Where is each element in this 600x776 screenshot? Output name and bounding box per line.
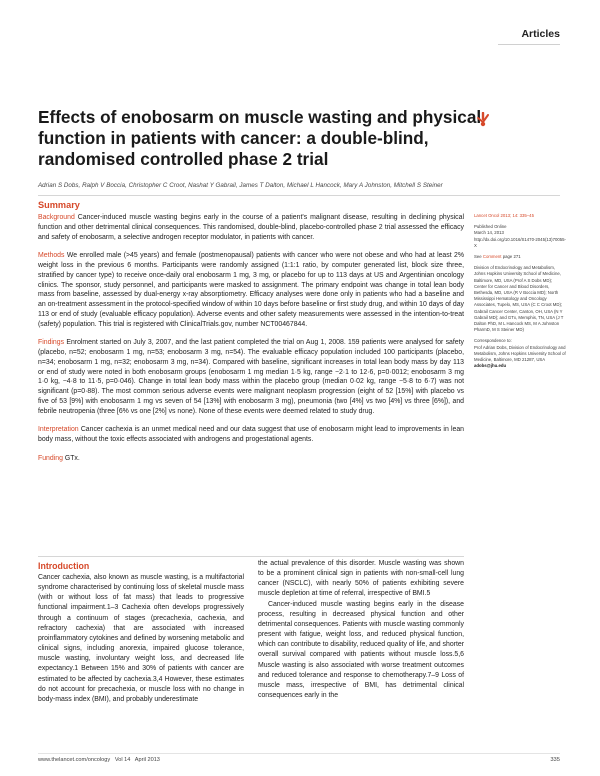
abstract-methods [38,251,464,329]
author-list: Adrian S Dobs, Ralph V Boccia, Christopher C Croot, Nashat Y Gabrail, James T Dalton, Michael L Hancock, Mary A Johnston, Mitchell S Steiner [38,182,443,189]
abstract-text: Enrolment started on July 3, 2007, and the last patient completed the trial on Aug 1, 2008. 159 patients were analysed for safety (placebo, n=52; enobosarm 1 mg, n=53; enobosarm 3 mg, n=54). The evaluable efficacy population included 100 participants (placebo, n=34; enobosarm 1 mg, n=32; enobosarm 3 mg, n=34). Compared with baseline, significant increases in total lean body mass by day 113 or end of study were noted in both enobosarm groups (enobosarm 1 mg median 1·5 kg, range −2·1 to 12·6, p=0·0012; enobosarm 3 mg 1·0 kg, −4·8 to 11·5, p=0·046). Change in total lean body mass within the placebo group (median 0·02 kg, range −5·8 to 6·7) was not significant (p=0·88). The most common serious adverse events were malignant neoplasm progression (eight of 52 [15%] with placebo vs five of 53 [9%] with enobosarm 1 mg vs seven of 54 [13%] with enobosarm 3 mg), pneumonia (two [4%] vs two [4%] vs three [6%]), and febrile neutropenia (three [6% vs one [2%] vs none). None of these events were deemed related to study drug. [38,339,464,415]
introduction-heading: Introduction [38,561,90,571]
comment-link[interactable]: Comment [482,254,502,260]
correspondence-label: Correspondence to: [474,338,512,344]
abstract [38,213,464,473]
citation-block [474,213,566,219]
see-also [474,254,566,260]
doi-link[interactable]: http://dx.doi.org/10.1016/S1470-2045(13)70055-X [474,236,566,248]
publication-info [474,224,566,249]
correspondence-address: Prof Adrian Dobs, Division of Endocrinology and Metabolism, Johns Hopkins University School of Medicine, Baltimore, MD 21287, USA [474,344,566,363]
section-label-funding: Funding [38,454,63,462]
abstract-text: Cancer-induced muscle wasting begins early in the course of a patient's malignant disease, resulting in declining physical function and other detrimental clinical consequences. This randomised, double-blind, placebo-controlled phase 2 trial assessed the efficacy and safety of enobosarm, a selective androgen receptor modulator, in patients with cancer. [38,214,464,241]
body-column-right [258,559,464,701]
citation: Lancet Oncol 2013; 14: 335–45 [474,213,534,218]
summary-heading: Summary [38,200,80,210]
abstract-text: Cancer cachexia is an unmet medical need and our data suggest that use of enobosarm might lead to improvements in lean body mass, without the toxic effects associated with androgens and progestational agents. [38,426,464,443]
abstract-interpretation [38,425,464,445]
see-also-prefix: See [474,254,482,260]
section-label-interpretation: Interpretation [38,426,79,434]
journal-url[interactable]: www.thelancet.com/oncology [38,757,111,763]
page-number: 335 [550,757,560,763]
journal-header [0,0,600,46]
paragraph: Cancer cachexia, also known as muscle wasting, is a multifactorial syndrome characterised by continuing loss of skeletal muscle mass (with or without loss of fat mass) that leads to progressive functional impairment.1–3 Cachexia often develops progressively through a continuum of stages (precachexia, cachexia, and refractory cachexia) that are associated with increased proinflammatory cytokines and defined by worsening metabolic and clinical signs, including anorexia, impaired glucose tolerance, muscle wasting, involuntary weight loss, and decreased life expectancy.1 Between 15% and 30% of patients with cancer are estimated to be affected by cachexia.3,4 However, these estimates do not account for precachexia, or muscle loss with no change in body-mass index (BMI), and probably underestimate [38,574,244,703]
affiliations: Division of Endocrinology and Metabolism, Johns Hopkins University School of Medicine, Baltimore, MD, USA (Prof A S Dobs MD); Center for Cancer and Blood Disorders, Bethesda, MD, USA (R V Boccia MD); North Mississippi Hematology and Oncology Associates, Tupelo, MS, USA (C C Croot MD); Gabrail Cancer Center, Canton, OH, USA (N Y Gabrail MD); and GTx, Memphis, TN, USA (J T Dalton PhD, M L Hancock MS, M A Johnston PharmD, M S Steiner MD) [474,265,564,333]
body-column-left [38,573,244,705]
paragraph: the actual prevalence of this disorder. Muscle wasting was shown to be a prominent clinical sign in patients with non-small-cell lung cancer (NSCLC), with nearly 50% of patients exhibiting severe muscle depletion at time of referral, irrespective of BMI.5 [258,560,464,598]
section-label-background: Background [38,214,75,221]
volume: Vol 14 [114,757,131,763]
abstract-text: GTx. [64,454,80,462]
abstract-findings [38,338,464,416]
section-label: Articles [521,28,560,40]
footer-citation [38,757,160,763]
intro-divider [38,556,464,557]
published-label: Published Online [474,224,507,230]
published-date: March 14, 2013 [474,230,504,236]
header-rule [498,44,560,45]
abstract-background [38,213,464,242]
section-label-findings: Findings [38,339,65,347]
section-label-methods: Methods [38,252,65,260]
title-divider [38,195,560,196]
paragraph: Cancer-induced muscle wasting begins early in the disease process, resulting in decreased physical function and other detrimental consequences. Patients with muscle wasting commonly present with fatigue, weight loss, and reduced physical function, which can contribute to disability, reduced quality of life, and shorter overall survival compared with patients without muscle loss.5,6 Muscle wasting is also associated with worse treatment outcomes and reduced tolerance and response to chemotherapy.7–9 Loss of muscle mass, irrespective of BMI, has detrimental clinical consequences early in the [258,600,464,700]
abstract-text: We enrolled male (>45 years) and female (postmenopausal) patients with cancer who were not obese and who had at least 2% weight loss in the previous 6 months. Participants were randomly assigned (1:1:1 ratio, by computer generated list, block size three, stratified by cancer type) to receive once-daily oral enobosarm 1 mg, 3 mg, or placebo for up to 113 days at US and Argentinian oncology clinics. The sponsor, study personnel, and participants were masked to assignment. The primary endpoint was change in total lean body mass from baseline, assessed by dual-energy x-ray absorptiometry. Efficacy analyses were done only in patients who had a baseline and an on-treatment assessment in the protocol-specified window of within 10 days before baseline or first study drug, and within 10 days of day 113 or end of study (evaluable efficacy population). Adverse events and other safety measurements were assessed in the intention-to-treat (safety) population. This trial is registered with ClinicalTrials.gov, number NCT00467844. [38,252,464,328]
abstract-funding [38,454,464,464]
see-also-suffix: page 271 [502,254,521,260]
article-sidebar [474,213,566,374]
article-title: Effects of enobosarm on muscle wasting and physical function in patients with cancer: a double-blind, randomised controlled phase 2 trial [38,107,482,169]
crossmark-icon[interactable] [476,112,490,128]
footer-rule [38,753,560,754]
correspondence [474,338,566,369]
issue-date: April 2013 [134,757,160,763]
email-link[interactable]: adobs@jhu.edu [474,363,507,369]
